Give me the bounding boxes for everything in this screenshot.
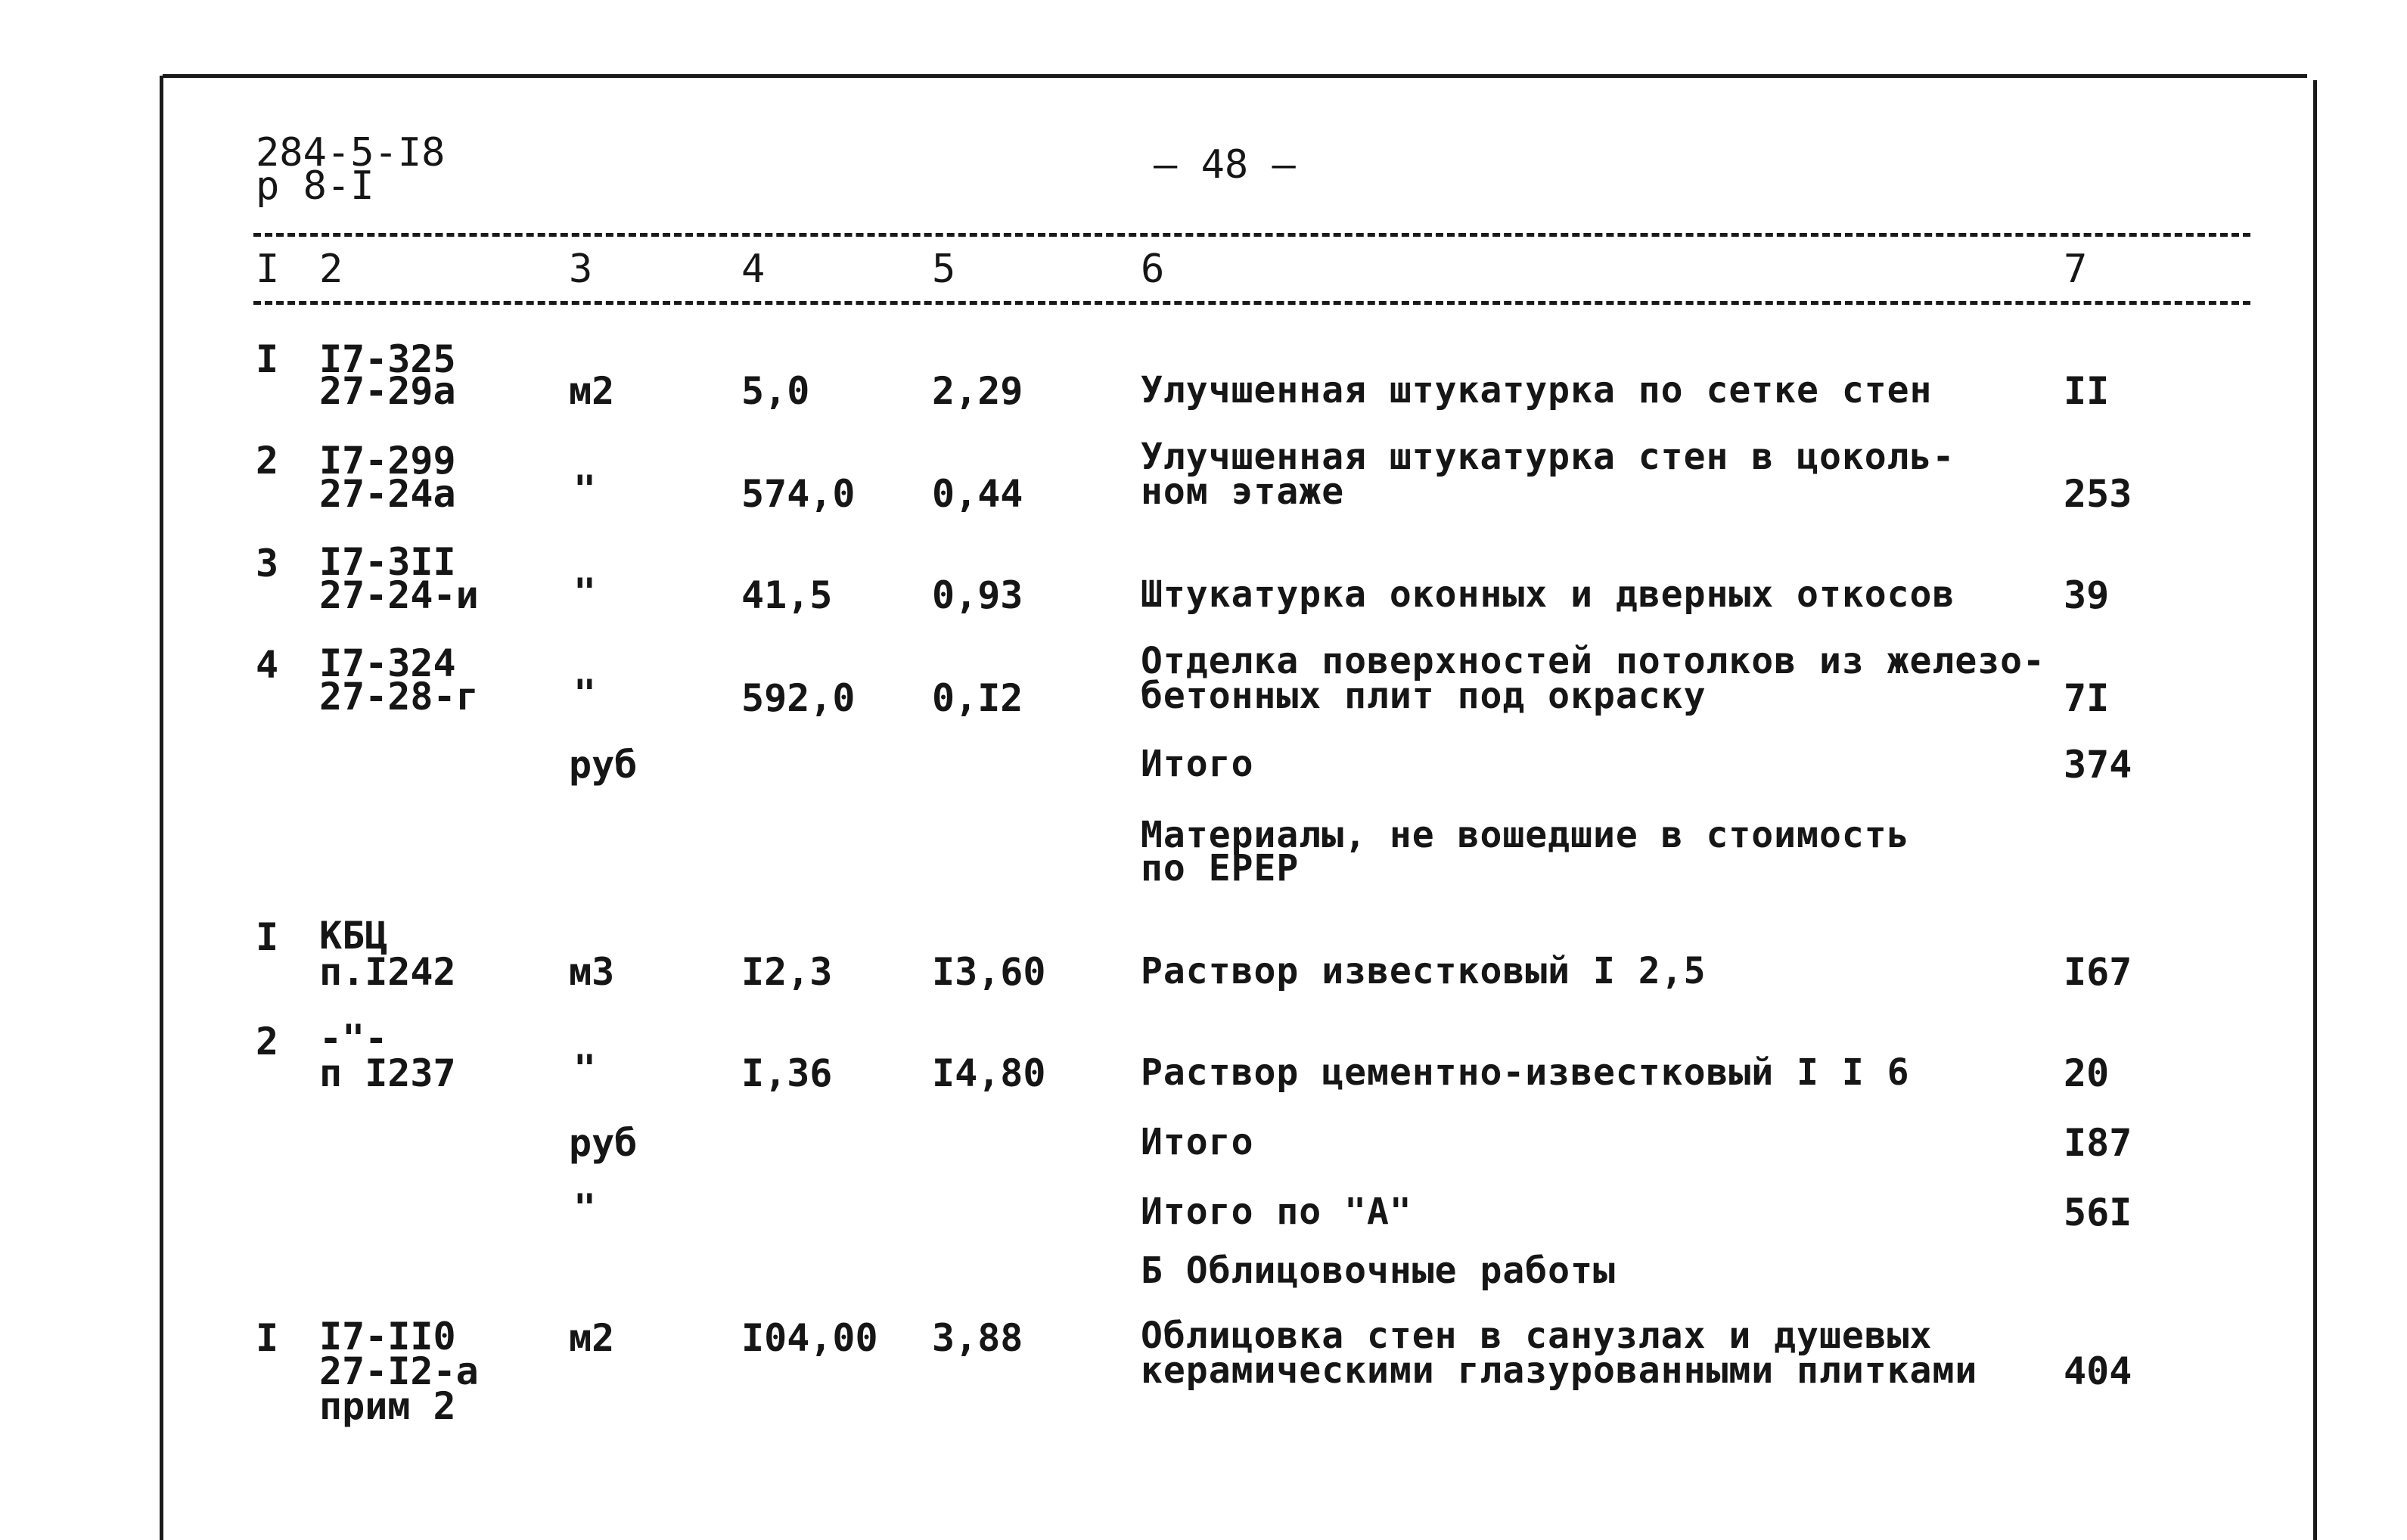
rate-code: -"- <box>319 1017 388 1060</box>
quantity: I,36 <box>741 1051 833 1095</box>
unit-price: 2,29 <box>932 369 1023 413</box>
unit: м2 <box>569 1316 615 1360</box>
description: Материалы, не вошедшие в стоимость <box>1141 814 1910 856</box>
row-number: 2 <box>256 1020 279 1063</box>
description: по ЕРЕР <box>1141 847 1300 890</box>
description: бетонных плит под окраску <box>1141 675 1707 717</box>
total-cost: I87 <box>2064 1121 2132 1165</box>
rate-code: I7-299 <box>319 439 456 483</box>
section-heading: Б Облицовочные работы <box>1141 1250 1616 1292</box>
description: Итого <box>1141 1121 1254 1163</box>
document-code: 284-5-I8 <box>256 130 446 175</box>
rate-code: I7-325 <box>319 337 456 381</box>
unit: " <box>573 1186 597 1230</box>
unit: м3 <box>569 950 615 994</box>
description: Отделка поверхностей потолков из железо- <box>1141 640 2045 682</box>
total-cost: 39 <box>2064 573 2110 617</box>
column-header: 4 <box>741 247 766 292</box>
rate-code: I7-3II <box>319 540 456 584</box>
rate-code: I7-II0 <box>319 1315 456 1358</box>
rate-code: 27-I2-а <box>319 1349 479 1393</box>
unit: руб <box>569 1121 638 1165</box>
total-cost: 56I <box>2064 1191 2132 1234</box>
total-cost: 20 <box>2064 1051 2110 1095</box>
rate-code: 27-24а <box>319 472 456 516</box>
unit-price: 0,93 <box>932 573 1023 617</box>
row-number: I <box>256 915 279 959</box>
description: Итого <box>1141 743 1254 785</box>
row-number: 4 <box>256 643 279 687</box>
unit: " <box>573 672 597 716</box>
unit: м2 <box>569 369 615 413</box>
total-cost: 404 <box>2064 1349 2132 1393</box>
column-header: 6 <box>1141 247 1165 292</box>
quantity: 574,0 <box>741 472 856 516</box>
description: Штукатурка оконных и дверных откосов <box>1141 573 1955 616</box>
column-header: 2 <box>319 247 343 292</box>
unit-price: 0,I2 <box>932 676 1023 720</box>
description: керамическими глазурованными плитками <box>1141 1349 1978 1392</box>
unit: " <box>573 570 597 614</box>
description: Раствор известковый I 2,5 <box>1141 950 1707 992</box>
description: Облицовка стен в санузлах и душевых <box>1141 1315 1933 1357</box>
rate-code: I7-324 <box>319 641 456 685</box>
total-cost: II <box>2064 369 2110 413</box>
column-header: 7 <box>2064 247 2088 292</box>
rate-code: КБЦ <box>319 914 388 958</box>
quantity: I04,00 <box>741 1316 878 1360</box>
header-rule-bottom <box>253 301 2250 309</box>
rate-code: 27-28-г <box>319 675 479 719</box>
description: ном этаже <box>1141 470 1345 513</box>
description: Итого по "А" <box>1141 1191 1412 1233</box>
row-number: I <box>256 337 279 381</box>
quantity: 41,5 <box>741 573 833 617</box>
total-cost: 374 <box>2064 743 2132 787</box>
quantity: 5,0 <box>741 369 810 413</box>
unit: " <box>573 1047 597 1091</box>
quantity: 592,0 <box>741 676 856 720</box>
unit-price: 3,88 <box>932 1316 1023 1360</box>
total-cost: 7I <box>2064 676 2110 720</box>
row-number: I <box>256 1316 279 1360</box>
column-header: 5 <box>932 247 956 292</box>
unit-price: 0,44 <box>932 472 1023 516</box>
rate-code: прим 2 <box>319 1384 456 1428</box>
rate-code: п.I242 <box>319 950 456 994</box>
column-header: 3 <box>569 247 593 292</box>
description: Раствор цементно-известковый I I 6 <box>1141 1051 1910 1094</box>
row-number: 2 <box>256 439 279 483</box>
page-border-top <box>163 74 2307 78</box>
unit: руб <box>569 743 638 787</box>
column-header: I <box>256 247 280 292</box>
total-cost: 253 <box>2064 472 2132 516</box>
rate-code: 27-24-и <box>319 573 479 617</box>
total-cost: I67 <box>2064 950 2132 994</box>
unit-price: I3,60 <box>932 950 1046 994</box>
quantity: I2,3 <box>741 950 833 994</box>
description: Улучшенная штукатурка стен в цоколь- <box>1141 436 1955 478</box>
page-number: — 48 — <box>1154 142 1296 188</box>
sheet-code: р 8-I <box>256 163 374 209</box>
rate-code: 27-29а <box>319 369 456 413</box>
unit-price: I4,80 <box>932 1051 1046 1095</box>
header-rule-top <box>253 233 2250 241</box>
description: Улучшенная штукатурка по сетке стен <box>1141 369 1933 411</box>
page-border-right <box>2313 80 2317 1540</box>
unit: " <box>573 467 597 511</box>
page-border-left <box>160 76 163 1540</box>
rate-code: п I237 <box>319 1051 456 1095</box>
row-number: 3 <box>256 542 279 585</box>
